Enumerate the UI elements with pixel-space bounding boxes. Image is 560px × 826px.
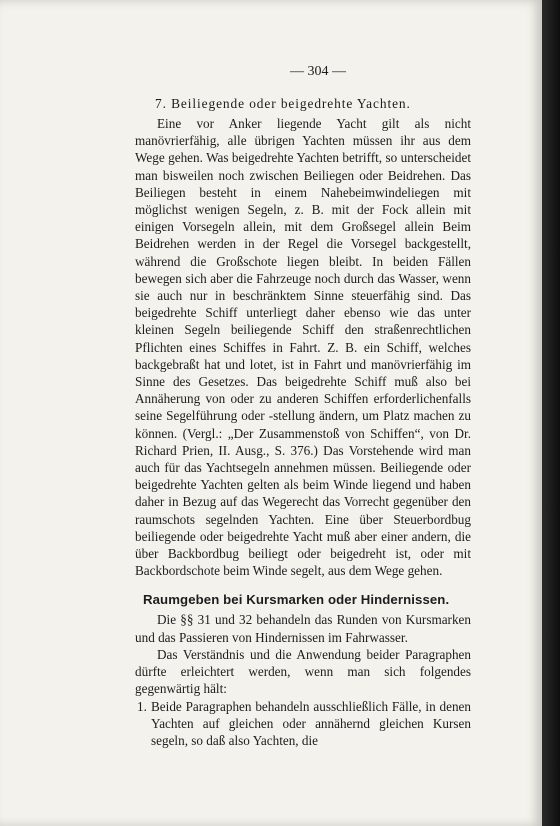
page-content xyxy=(135,63,471,749)
item-number: 1. xyxy=(137,698,147,714)
body-paragraph: Das Verständnis und die Anwendung beider Paragraphen dürfte erleichtert werden, wenn man sich folgendes gegenwärtig hält: xyxy=(135,646,471,697)
body-paragraph: Die §§ 31 und 32 behandeln das Runden von Kursmarken und das Passieren von Hindernissen im Fahrwasser. xyxy=(135,612,471,645)
item-text: Beide Paragraphen behandeln ausschließlich Fälle, in denen Yachten auf gleichen oder annähernd gleichen Kursen segeln, so daß also Yachten, die xyxy=(151,698,471,748)
body-paragraph: Eine vor Anker liegende Yacht gilt als nicht manövrierfähig, alle übrigen Yachten müssen ihr aus dem Wege gehen. Was beigedrehte Yachten betrifft, so unterscheidet man bisweilen noch zwischen Beiliegen oder Beidrehen. Das Beiliegen besteht in einem Nahebeimwindeliegen mit möglichst wenigen Segeln, z. B. mit der Fock allein mit einigen Vorsegeln allein, mit dem Großsegel allein Beim Beidrehen werden in der Regel die Vorsegel backgestellt, während die Großschote liegen bleibt. In beiden Fällen bewegen sich aber die Fahrzeuge noch durch das Wasser, wenn sie auch nur in beschränktem Sinne steuerfähig sind. Das beigedrehte Schiff unterliegt daher ebenso wie das unter kleinen Segeln beiliegende Schiff den straßenrechtlichen Pflichten eines Schiffes in Fahrt. Z. B. ein Schiff, welches backgebraßt hat und lotet, ist in Fahrt und manövrierfähig im Sinne des Gesetzes. Das beigedrehte Schiff muß also bei Annäherung von oder zu anderen Schiffen erforderlichenfalls seine Segelführung oder -stellung ändern, um Platz machen zu können. (Vergl.: „Der Zusammenstoß von Schiffen“, von Dr. Richard Prien, II. Ausg., S. 376.) Das Vorstehende wird man auch für das Yachtsegeln annehmen müssen. Beiliegende oder beigedrehte Yachten gelten als beim Winde liegend und haben daher in Bezug auf das Wegerecht das Vorrecht gegenüber den raumschots segelnden Yachten. Eine über Steuerbordbug beiliegende oder beigedrehte Yacht muß aber einer andern, die über Backbordbug beiliegt oder beigedreht ist, oder mit Backbordschote beim Winde segelt, aus dem Wege gehen. xyxy=(135,116,471,579)
section-title: 7. Beiliegende oder beigedrehte Yachten. xyxy=(155,96,411,111)
book-edge xyxy=(542,0,560,826)
subheading: Raumgeben bei Kursmarken oder Hindernissen. xyxy=(143,592,450,608)
numbered-item xyxy=(135,698,471,750)
page-number: — 304 — xyxy=(290,64,346,79)
